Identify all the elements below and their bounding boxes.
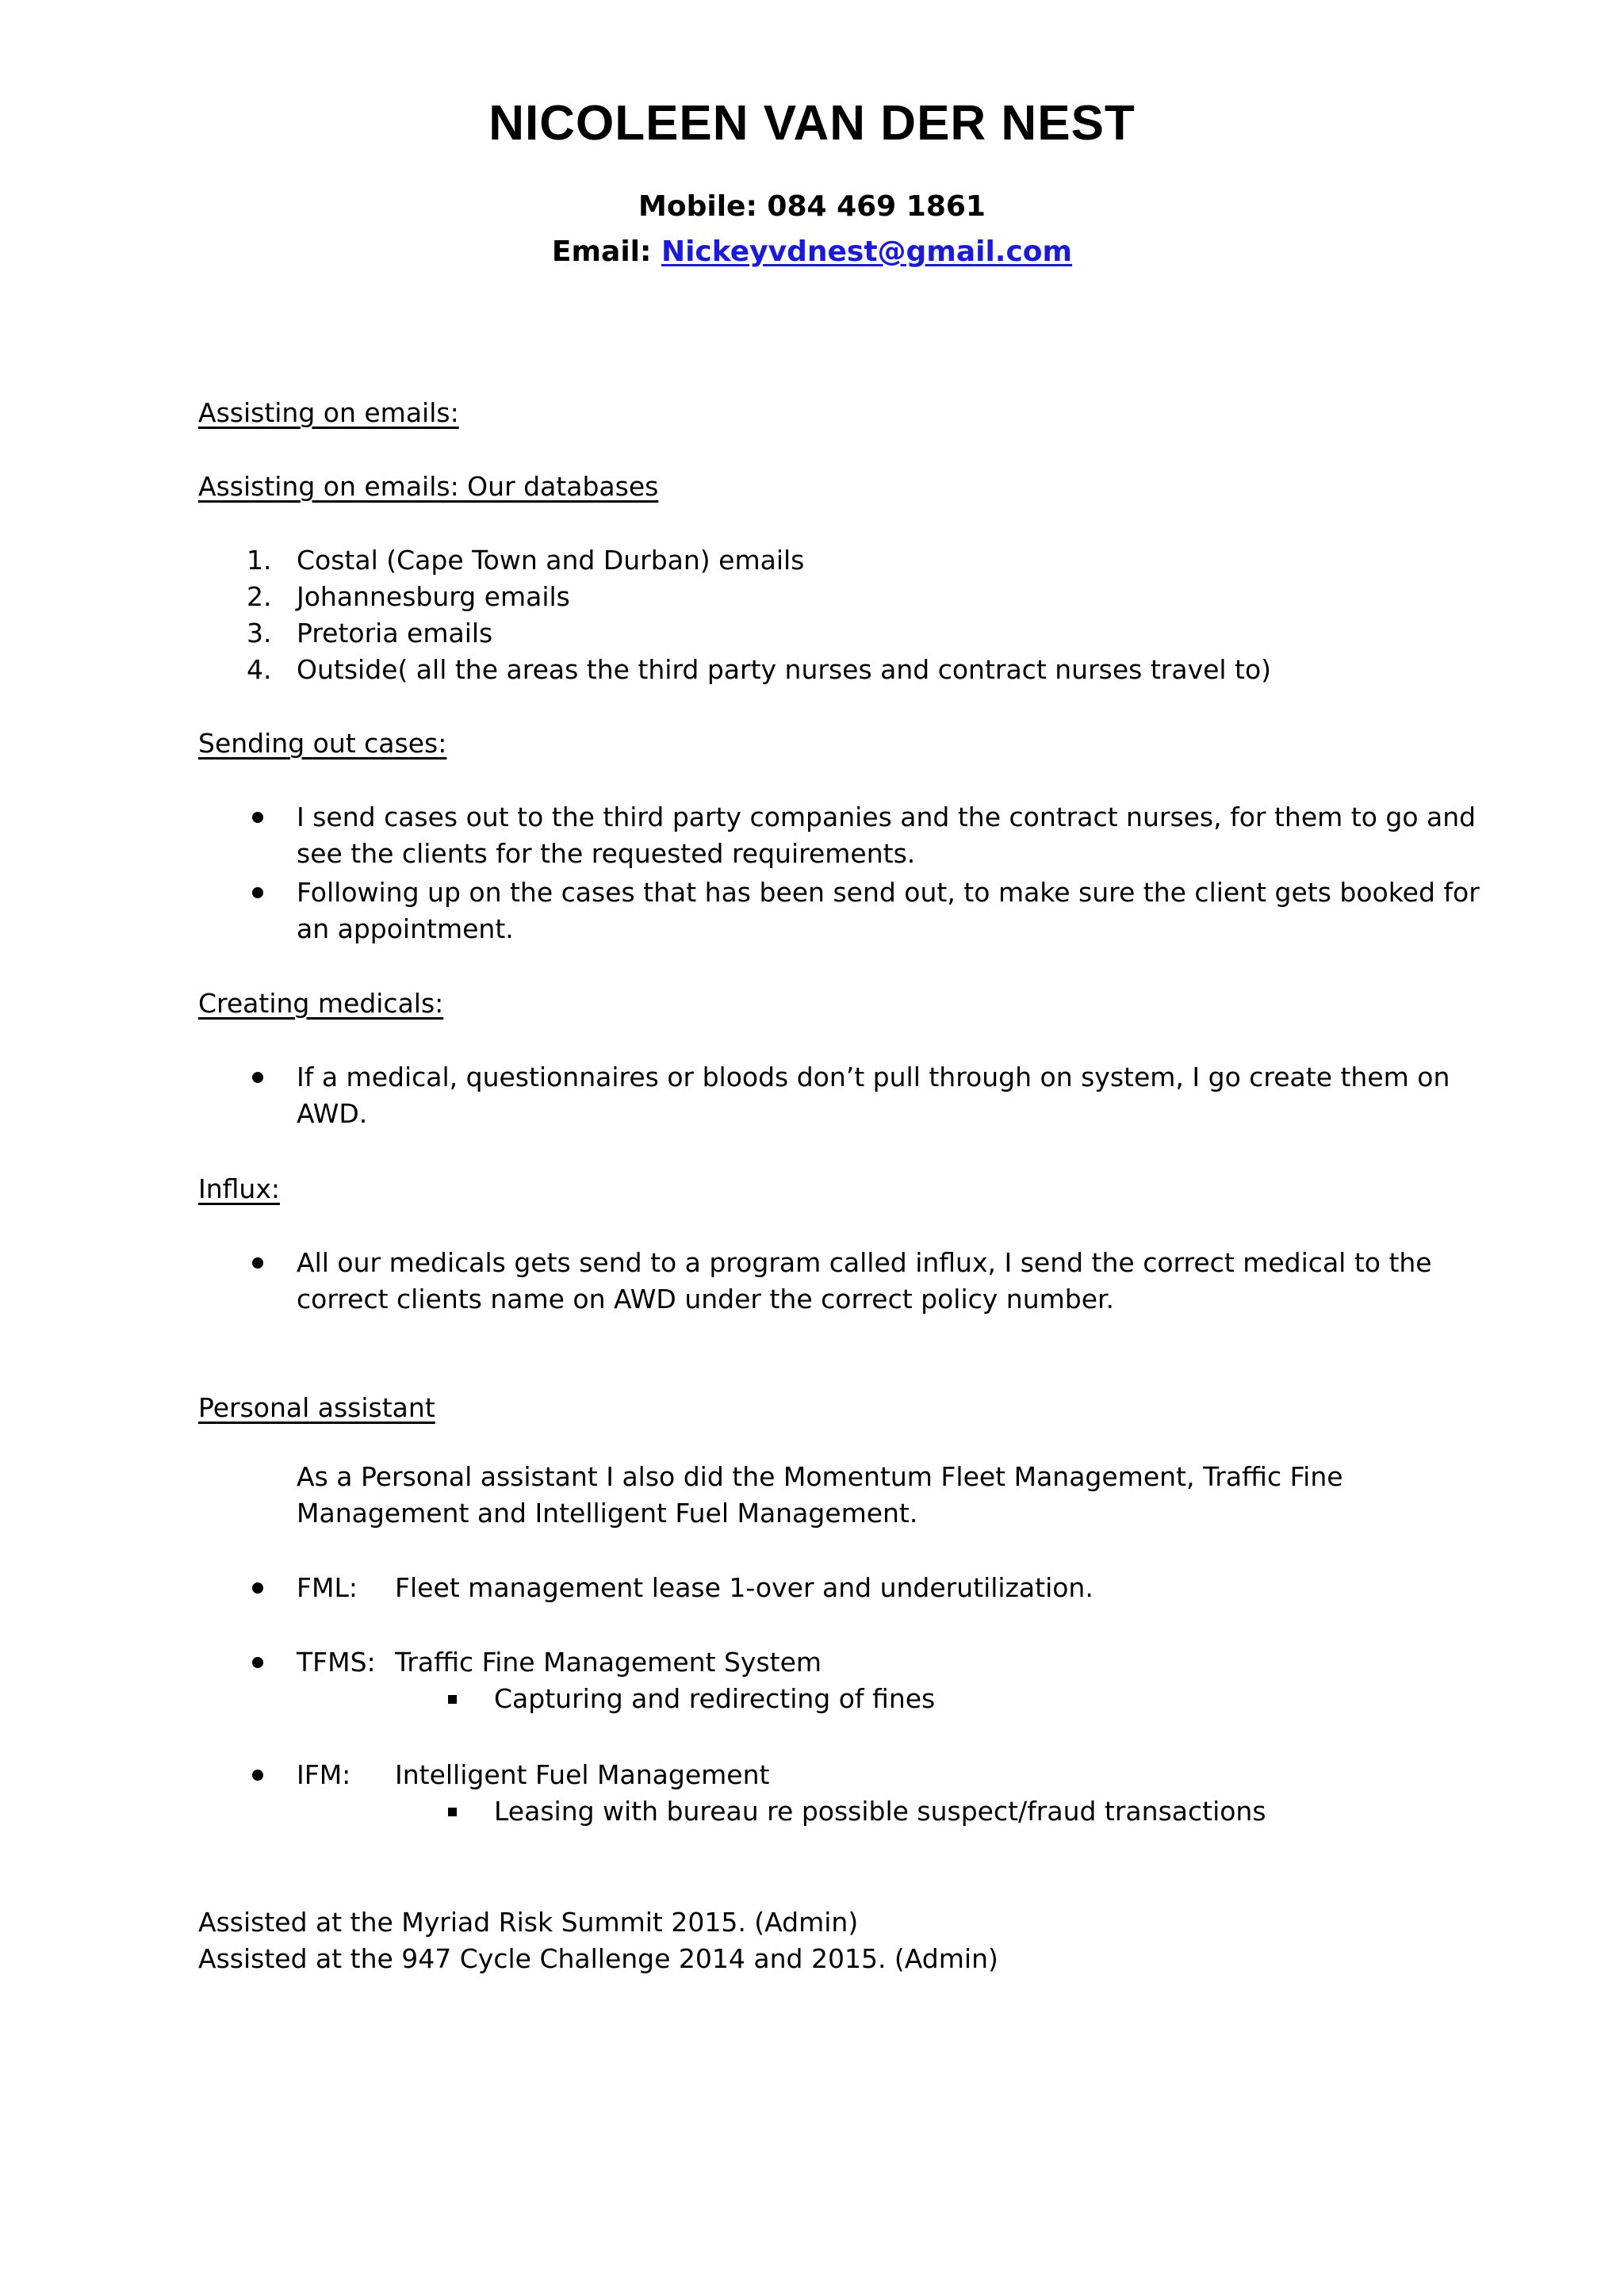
influx-heading: Influx:	[198, 1173, 280, 1204]
assisted-event-line: Assisted at the Myriad Risk Summit 2015. (Admin)	[198, 1907, 859, 1938]
list-item-number: 1.	[247, 545, 272, 576]
mobile-line	[0, 190, 1624, 223]
pa-item-abbr: FML:	[297, 1572, 358, 1603]
pa-item-subpoint: Capturing and redirecting of fines	[494, 1683, 936, 1714]
bullet-icon	[252, 1072, 263, 1083]
bullet-text: I send cases out to the third party companies and the contract nurses, for them to go and	[297, 802, 1477, 832]
email-line	[0, 235, 1624, 268]
pa-item-desc: Traffic Fine Management System	[395, 1647, 822, 1678]
bullet-icon	[252, 1770, 263, 1781]
list-item-number: 4.	[247, 654, 272, 685]
list-item: Pretoria emails	[297, 618, 493, 649]
assisted-event-line: Assisted at the 947 Cycle Challenge 2014 and 2015. (Admin)	[198, 1943, 998, 1974]
bullet-icon	[252, 812, 263, 823]
email-label: Email:	[551, 235, 652, 268]
mobile-number: 084 469 1861	[767, 190, 986, 223]
list-item: Johannesburg emails	[297, 581, 570, 612]
pa-item-desc: Intelligent Fuel Management	[395, 1759, 770, 1790]
bullet-icon	[252, 1657, 263, 1668]
pa-intro-text: Management and Intelligent Fuel Management.	[297, 1498, 918, 1529]
bullet-icon	[252, 887, 263, 898]
email-link[interactable]: Nickeyvdnest@gmail.com	[661, 235, 1073, 268]
list-item-number: 3.	[247, 618, 272, 649]
list-item: Costal (Cape Town and Durban) emails	[297, 545, 805, 576]
bullet-text: correct clients name on AWD under the correct policy number.	[297, 1284, 1115, 1314]
bullet-text: Following up on the cases that has been send out, to make sure the client gets booked for	[297, 877, 1480, 908]
sending-cases-heading: Sending out cases:	[198, 728, 447, 759]
bullet-text: an appointment.	[297, 913, 514, 944]
bullet-text: If a medical, questionnaires or bloods don’t pull through on system, I go create them on	[297, 1062, 1450, 1093]
databases-heading: Assisting on emails: Our databases	[198, 471, 659, 502]
bullet-text: see the clients for the requested requirements.	[297, 838, 916, 869]
pa-item-desc: Fleet management lease 1-over and underutilization.	[395, 1572, 1094, 1603]
bullet-icon	[252, 1582, 263, 1594]
square-bullet-icon	[448, 1808, 457, 1816]
pa-intro-text: As a Personal assistant I also did the Momentum Fleet Management, Traffic Fine	[297, 1461, 1343, 1492]
bullet-text: AWD.	[297, 1098, 368, 1129]
assisting-emails-heading: Assisting on emails:	[198, 397, 459, 428]
mobile-label: Mobile:	[638, 190, 757, 223]
square-bullet-icon	[448, 1695, 457, 1704]
pa-item-abbr: IFM:	[297, 1759, 351, 1790]
creating-medicals-heading: Creating medicals:	[198, 988, 444, 1019]
bullet-text: All our medicals gets send to a program called influx, I send the correct medical to the	[297, 1247, 1432, 1278]
list-item-number: 2.	[247, 581, 272, 612]
personal-assistant-heading: Personal assistant	[198, 1392, 435, 1423]
pa-item-subpoint: Leasing with bureau re possible suspect/fraud transactions	[494, 1796, 1266, 1827]
candidate-name: NICOLEEN VAN DER NEST	[488, 96, 1136, 151]
pa-item-abbr: TFMS:	[297, 1647, 376, 1678]
bullet-icon	[252, 1257, 263, 1269]
list-item: Outside( all the areas the third party nurses and contract nurses travel to)	[297, 654, 1272, 685]
